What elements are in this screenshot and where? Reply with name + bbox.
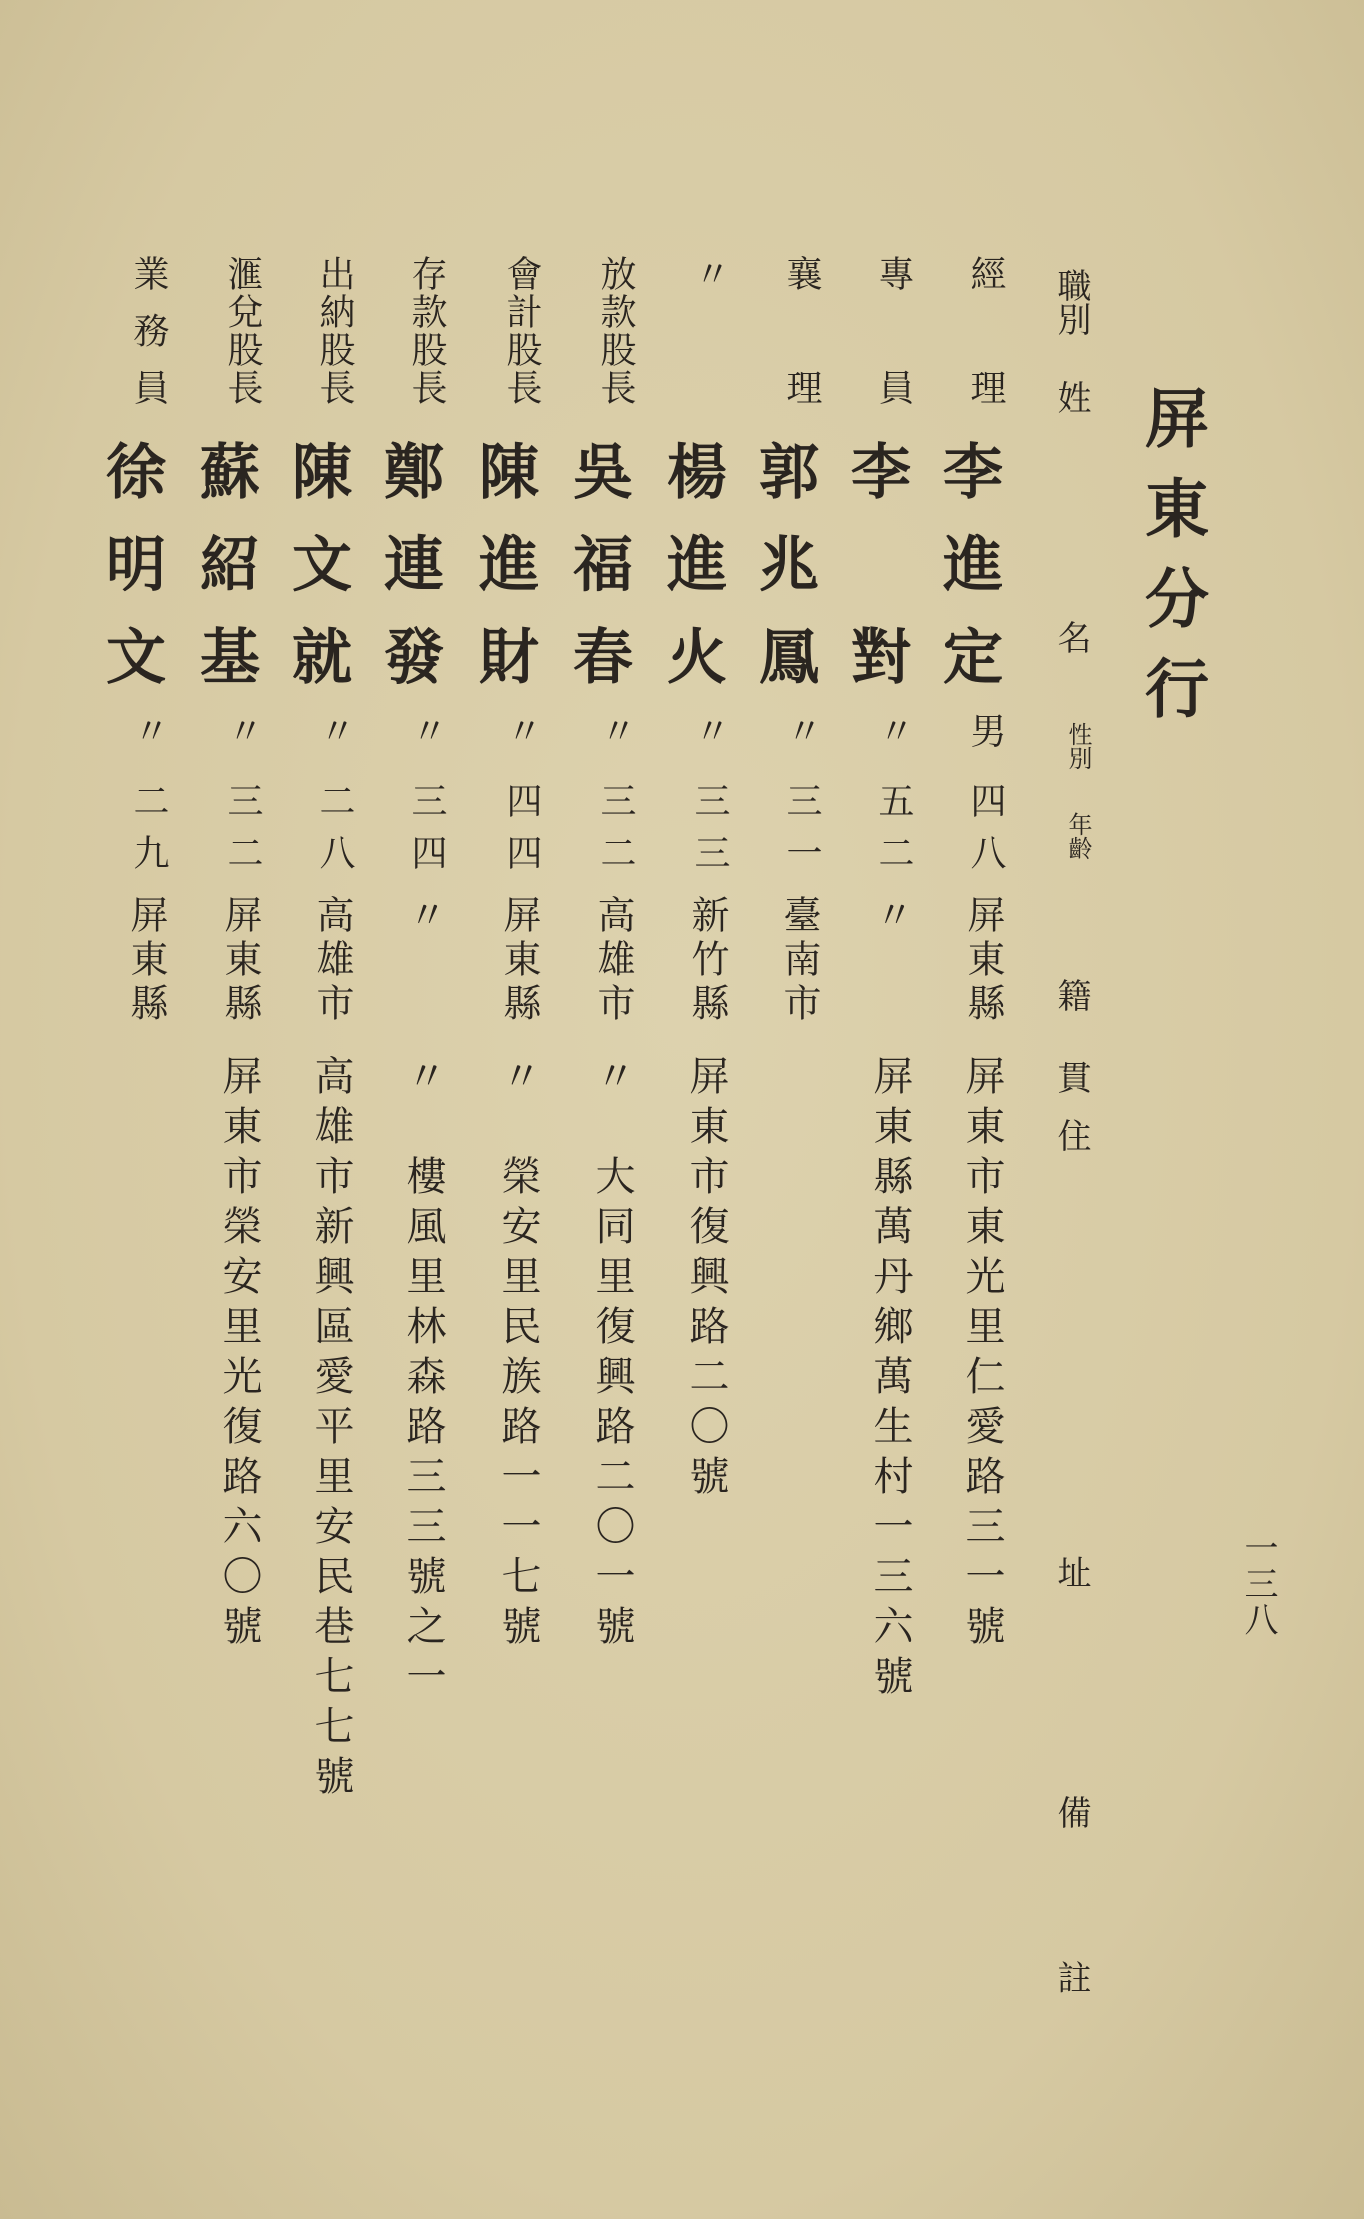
age-cell: 三四	[406, 782, 447, 870]
address-cell: 高雄市新興區愛平里安民巷七七號	[308, 1055, 354, 1805]
duty-cell: 業務員	[128, 255, 169, 405]
origin-cell: 屏東縣	[961, 895, 1005, 1027]
duty-cell: 專員	[873, 255, 914, 405]
address-cell: 〃 樓風里林森路三三號之一	[400, 1055, 446, 1705]
staff-row	[190, 0, 268, 2219]
origin-cell: 新竹縣	[685, 895, 729, 1027]
origin-cell: 〃	[869, 895, 913, 939]
duty-cell: 出納股長	[314, 255, 355, 405]
sex-cell: 〃	[781, 712, 822, 748]
staff-row	[282, 0, 360, 2219]
header-sex: 性別	[1064, 722, 1092, 770]
age-cell: 四四	[501, 782, 542, 870]
sex-cell: 〃	[501, 712, 542, 748]
age-cell: 二九	[128, 782, 169, 870]
header-remarks-2: 註	[1051, 1960, 1091, 1994]
header-duty: 職別	[1051, 268, 1091, 336]
sex-cell: 〃	[128, 712, 169, 748]
name-cell: 徐明文	[96, 440, 166, 685]
duty-cell: 襄理	[781, 255, 822, 405]
name-cell: 李進定	[933, 440, 1003, 685]
header-origin-2: 貫	[1051, 1060, 1091, 1094]
staff-row	[563, 0, 641, 2219]
header-remarks-1: 備	[1051, 1795, 1091, 1829]
sex-cell: 〃	[222, 712, 263, 748]
name-cell: 陳進財	[469, 440, 539, 685]
age-cell: 四八	[965, 782, 1006, 870]
address-cell: 〃 榮安里民族路一一七號	[495, 1055, 541, 1655]
duty-cell: 滙兌股長	[222, 255, 263, 405]
sex-cell: 男	[965, 712, 1006, 748]
name-cell: 楊進火	[657, 440, 727, 685]
sex-cell: 〃	[873, 712, 914, 748]
sex-cell: 〃	[314, 712, 355, 748]
address-cell: 屏東市復興路二〇號	[683, 1055, 729, 1505]
header-surname: 姓	[1051, 380, 1091, 414]
name-cell: 李對	[841, 440, 911, 685]
sex-cell: 〃	[689, 712, 730, 748]
origin-cell: 〃	[402, 895, 446, 939]
name-cell: 蘇紹基	[190, 440, 260, 685]
duty-cell: 〃	[689, 255, 730, 291]
address-cell: 〃 大同里復興路二〇一號	[589, 1055, 635, 1655]
age-cell: 三二	[595, 782, 636, 870]
header-given: 名	[1051, 620, 1091, 654]
page-title: 屏東分行	[1134, 385, 1209, 745]
duty-cell: 放款股長	[595, 255, 636, 405]
origin-cell: 臺南市	[777, 895, 821, 1027]
name-cell: 吳福春	[563, 440, 633, 685]
origin-cell: 屏東縣	[124, 895, 168, 1027]
staff-row	[657, 0, 735, 2219]
name-cell: 郭兆鳳	[749, 440, 819, 685]
header-column	[1026, 0, 1096, 2219]
age-cell: 五二	[873, 782, 914, 870]
staff-row	[374, 0, 452, 2219]
origin-cell: 屏東縣	[218, 895, 262, 1027]
origin-cell: 高雄市	[591, 895, 635, 1027]
header-address-1: 住	[1051, 1118, 1091, 1152]
address-cell: 屏東市榮安里光復路六〇號	[216, 1055, 262, 1655]
name-cell: 陳文就	[282, 440, 352, 685]
duty-cell: 會計股長	[501, 255, 542, 405]
age-cell: 二八	[314, 782, 355, 870]
age-cell: 三二	[222, 782, 263, 870]
origin-cell: 屏東縣	[497, 895, 541, 1027]
duty-cell: 經理	[965, 255, 1006, 405]
header-age: 年齡	[1064, 812, 1092, 860]
sex-cell: 〃	[406, 712, 447, 748]
header-address-2: 址	[1051, 1555, 1091, 1589]
staff-row	[96, 0, 174, 2219]
address-cell: 屏東市東光里仁愛路三一號	[959, 1055, 1005, 1655]
page-number: 一三八	[1238, 1530, 1278, 1638]
duty-cell: 存款股長	[406, 255, 447, 405]
origin-cell: 高雄市	[310, 895, 354, 1027]
address-cell: 屏東縣萬丹鄉萬生村一三六號	[867, 1055, 913, 1705]
header-origin-1: 籍	[1051, 978, 1091, 1012]
sex-cell: 〃	[595, 712, 636, 748]
staff-row	[749, 0, 827, 2219]
staff-row	[841, 0, 919, 2219]
staff-row	[933, 0, 1011, 2219]
name-cell: 鄭連發	[374, 440, 444, 685]
staff-row	[469, 0, 547, 2219]
age-cell: 三一	[781, 782, 822, 870]
age-cell: 三三	[689, 782, 730, 870]
